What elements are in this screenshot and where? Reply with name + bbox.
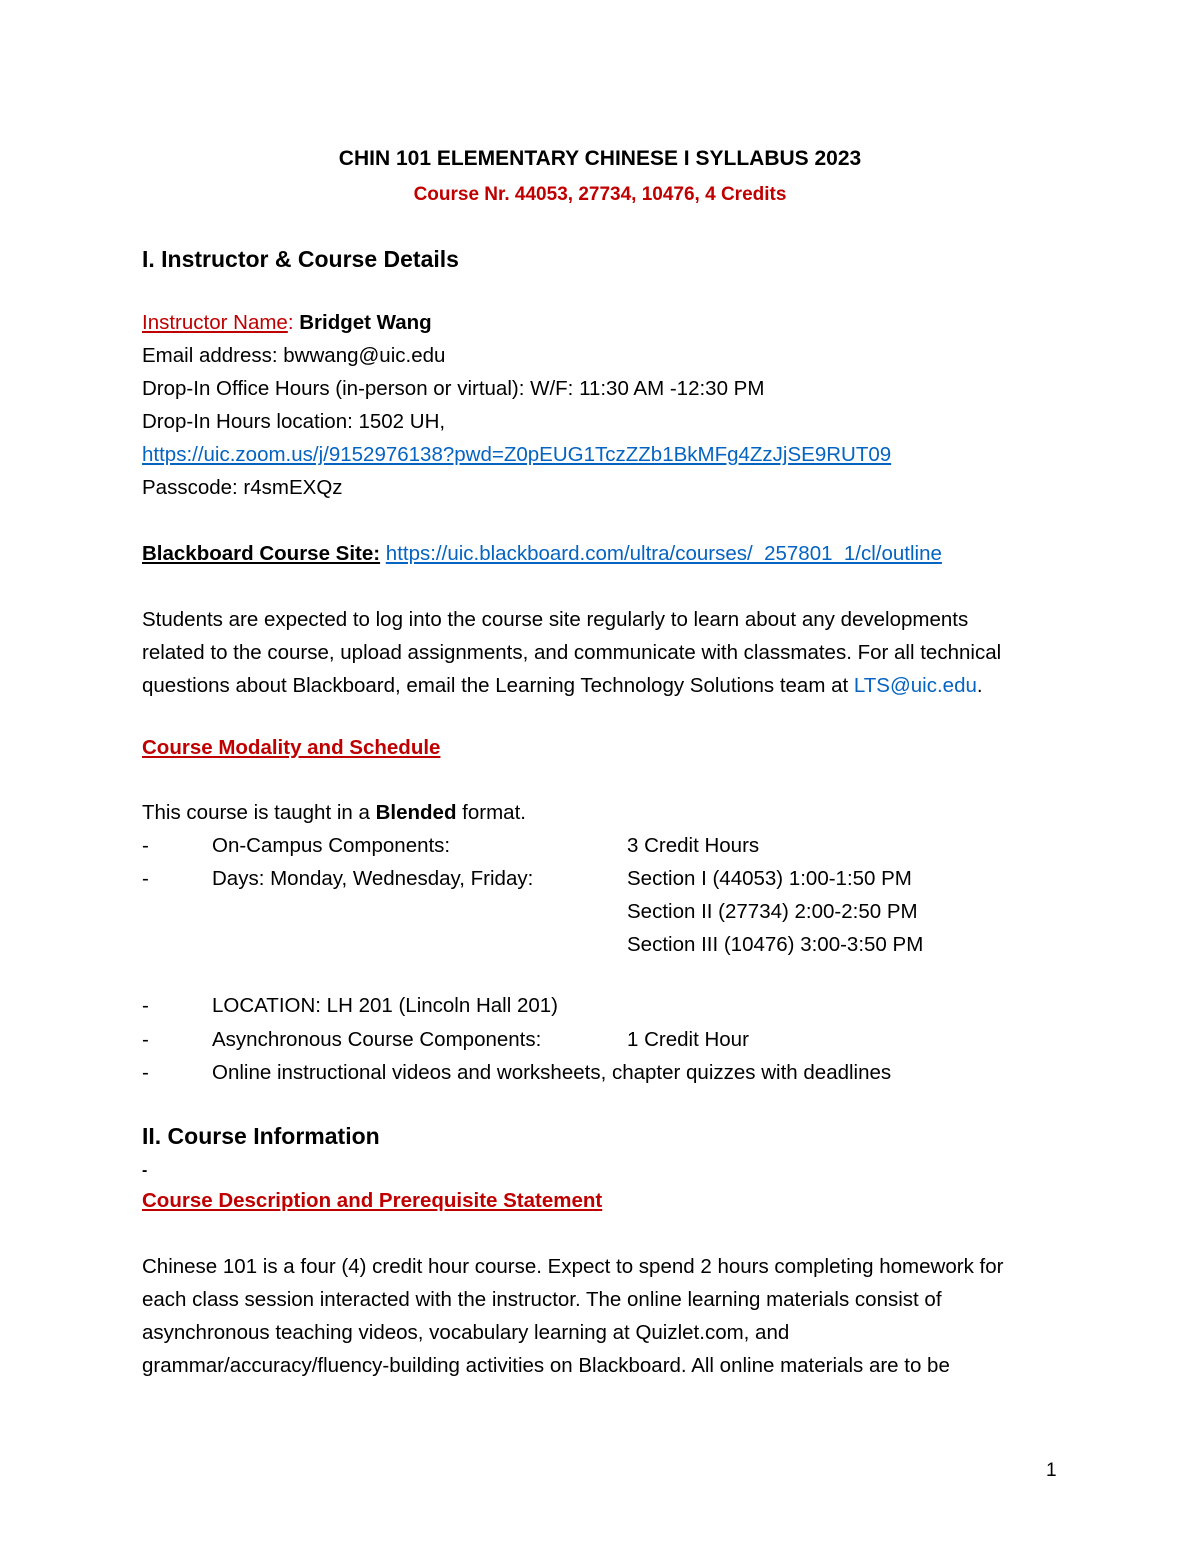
email-line: Email address: bwwang@uic.edu — [142, 344, 446, 367]
schedule-value: Section II (27734) 2:00-2:50 PM — [627, 900, 918, 923]
blackboard-label: Blackboard Course Site: — [142, 542, 381, 565]
bullet-dash: - — [142, 834, 149, 857]
schedule-label: Online instructional videos and worksheets, chapter quizzes with deadlines — [212, 1061, 892, 1084]
document-title: CHIN 101 ELEMENTARY CHINESE I SYLLABUS 2023 — [338, 147, 862, 170]
schedule-row — [142, 932, 1042, 958]
section-2-dash: - — [142, 1162, 148, 1179]
instructor-label: Instructor Name — [142, 311, 288, 334]
bullet-dash: - — [142, 994, 149, 1017]
schedule-label: LOCATION: LH 201 (Lincoln Hall 201) — [212, 994, 558, 1017]
passcode-line: Passcode: r4smEXQz — [142, 476, 343, 499]
section-2-heading: II. Course Information — [142, 1123, 380, 1149]
course-number: Course Nr. 44053, 27734, 10476, 4 Credits — [413, 184, 787, 205]
drop-in-location-line: Drop-In Hours location: 1502 UH, — [142, 410, 446, 433]
instructor-colon: : — [287, 311, 294, 334]
schedule-label: On-Campus Components: — [212, 834, 451, 857]
section-1-heading: I. Instructor & Course Details — [142, 246, 459, 272]
expectations-text: questions about Blackboard, email the Learning Technology Solutions team at — [142, 674, 854, 697]
description-heading: Course Description and Prerequisite Statement — [142, 1189, 603, 1212]
office-hours-line: Drop-In Office Hours (in-person or virtual): W/F: 11:30 AM -12:30 PM — [142, 377, 765, 400]
blended-word: Blended — [375, 801, 457, 824]
bullet-dash: - — [142, 1061, 149, 1084]
instructor-line — [142, 310, 432, 336]
schedule-row — [142, 1027, 1042, 1053]
expectations-paragraph-line-1: Students are expected to log into the course site regularly to learn about any developments — [142, 608, 969, 631]
page-number: 1 — [1046, 1460, 1057, 1481]
schedule-label: Asynchronous Course Components: — [212, 1028, 542, 1051]
blackboard-line — [142, 541, 942, 567]
schedule-row — [142, 866, 1042, 892]
zoom-link-line — [142, 442, 891, 468]
modality-heading: Course Modality and Schedule — [142, 736, 441, 759]
description-paragraph-line-3: asynchronous teaching videos, vocabulary learning at Quizlet.com, and — [142, 1321, 790, 1344]
lts-email-link[interactable]: LTS@uic.edu — [853, 674, 977, 697]
schedule-row — [142, 993, 1042, 1019]
description-paragraph-line-2: each class session interacted with the instructor. The online learning materials consist of — [142, 1288, 942, 1311]
expectations-period: . — [976, 674, 983, 697]
bullet-dash: - — [142, 867, 149, 890]
blended-text-post: format. — [456, 801, 526, 824]
description-paragraph-line-4: grammar/accuracy/fluency-building activities on Blackboard. All online materials are to be — [142, 1354, 950, 1377]
expectations-paragraph-line-3 — [142, 673, 983, 699]
blended-text-pre: This course is taught in a — [142, 801, 376, 824]
expectations-paragraph-line-2: related to the course, upload assignments, and communicate with classmates. For all technical — [142, 641, 1002, 664]
schedule-value: Section I (44053) 1:00-1:50 PM — [627, 867, 912, 890]
schedule-label: Days: Monday, Wednesday, Friday: — [212, 867, 534, 890]
blended-line — [142, 800, 526, 826]
schedule-row — [142, 1060, 1042, 1086]
schedule-value: Section III (10476) 3:00-3:50 PM — [627, 933, 924, 956]
schedule-value: 3 Credit Hours — [627, 834, 760, 857]
schedule-row — [142, 833, 1042, 859]
instructor-name: Bridget Wang — [293, 311, 432, 334]
blackboard-link[interactable]: https://uic.blackboard.com/ultra/courses/_257801_1/cl/outline — [385, 542, 942, 565]
schedule-value: 1 Credit Hour — [627, 1028, 749, 1051]
description-paragraph-line-1: Chinese 101 is a four (4) credit hour course. Expect to spend 2 hours completing homework for — [142, 1255, 1004, 1278]
zoom-link[interactable]: https://uic.zoom.us/j/9152976138?pwd=Z0pEUG1TczZZb1BkMFg4ZzJjSE9RUT09 — [142, 443, 892, 466]
schedule-row — [142, 899, 1042, 925]
bullet-dash: - — [142, 1028, 149, 1051]
